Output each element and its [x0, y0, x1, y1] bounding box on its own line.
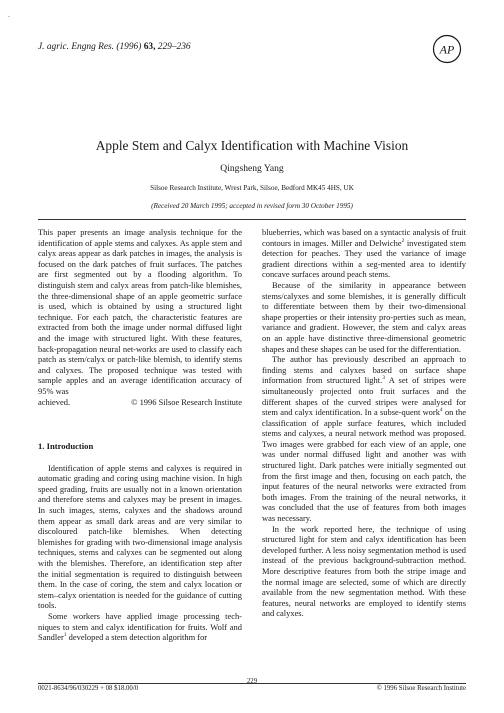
author-name: Qingsheng Yang: [220, 163, 284, 174]
right-paragraph-1: [262, 227, 466, 280]
corner-mark: -: [8, 14, 10, 20]
left-column: [38, 227, 242, 643]
page-number: 229: [246, 678, 258, 685]
right-paragraph-2: Because of the similarity in appearance between stems/calyxes and some blemishes, it is generally difficult to differentiate between them by their two-dimensional shape properties or their intensity pro-perties such as mean, variance and gradient. However, the stem and calyx areas on an apple have distinctive three-dimensional geometric shapes and these shapes can be used for the differentiation.: [262, 279, 466, 354]
citation-ref: 3: [382, 375, 385, 382]
right-paragraph-3-text-c: on the classification of apple surface features, which included stems and calyxes, a neural network method was proposed. Two images were grabbed for each view of an apple, one was under normal diffused light and another was with structured light. Dark patches were initially segmented out from the first image and then, focusing on each patch, the input features of the neural networks were extracted from both images. From the training of the neural networks, it was concluded that the use of features from both images was necessary.: [262, 407, 466, 524]
right-paragraph-1-text-b: investigated stem detection for peaches. They used the variance of image gradient directions within a seg-mented area to identify concave surfaces around peach stems.: [262, 237, 466, 280]
footer-rule: [38, 683, 466, 684]
journal-year: (1996): [116, 42, 142, 52]
received-dates: (Received 20 March 1995; accepted in revised form 30 October 1995): [151, 202, 353, 210]
intro-paragraph-2-text-b: developed a stem detection algorithm for: [66, 632, 208, 643]
header-rule: [38, 219, 466, 220]
journal-name: J. agric. Engng Res.: [38, 42, 115, 52]
abstract-last-word: achieved.: [38, 396, 71, 407]
citation-ref: 2: [401, 237, 405, 244]
footer-copyright: © 1996 Silsoe Research Institute: [376, 685, 466, 692]
right-paragraph-3-text-b: A set of stripes were simultaneously projected onto fruit surfaces and the different shapes of the curved stripes were analysed for stem and calyx identification. In a subse-quent work: [262, 375, 467, 418]
abstract-closing-line: [38, 397, 242, 408]
abstract-text: This paper presents an image analysis technique for the identification of apple stems and calyxes. As apple stem and calyx areas appear as dark patches in images, the analysis is focused on the dark patches of fruit surfaces. The patches are first segmented out by a flooding algorithm. To distinguish stem and calyx areas from patch-like blemishes, the three-dimensional shape of an apple geometric surface is used, which is obtained by using a structured light technique. For each patch, the characteristic features are extracted from both the image under normal diffused light and the image with structured light. With these features, back-propagation neural net-works are used to classify each patch as stem/calyx or patch-like blemish, to identify stems and calyxes. The proposed technique was tested with sample apples and an average identification accuracy of 95% was: [38, 227, 242, 396]
right-paragraph-4: In the work reported here, the technique of using structured light for stem and calyx identification has been developed further. A less noisy segmentation method is used instead of the previous background-subtraction method. More descriptive features from both the stripe image and the normal image are selected, some of which are directly available from the new segmentation method. With these features, neural networks are employed to identify stems and calyxes.: [262, 523, 466, 619]
right-paragraph-3: [262, 354, 466, 524]
intro-paragraph-2: [38, 611, 242, 643]
logo-text: AP: [439, 42, 455, 57]
abstract-copyright: © 1996 Silsoe Research Institute: [131, 396, 242, 407]
footer-issn: 0021-8634/96/030229 + 08 $18.00/0: [38, 685, 139, 692]
right-paragraph-3-text-a: The author has previously described an approach to finding stems and calyxes based on surface shape information from structured light.: [262, 354, 466, 386]
intro-paragraph-1: Identification of apple stems and calyxes is required in automatic grading and coring using machine vision. In high speed grading, fruits are usually not in a known orientation and therefore stems and calyxes may be present in images. In such images, stems, calyxes and the shadows around them appear as small dark areas and are very similar to discoloured patch-like blemishes. When detecting blemishes for grading with two-dimensional image analysis techniques, stems and calyxes can be segmented out along with the blemishes. Therefore, an identification step after the initial segmentation is required to distinguish between them. In the case of coring, the stem and calyx location or stem–calyx orientation is needed for the guidance of cutting tools.: [38, 462, 242, 611]
intro-paragraph-2-text-a: Some workers have applied image processing tech-niques to stem and calyx identification for fruits. Wolf and Sandler: [38, 611, 242, 643]
right-column: [262, 227, 466, 619]
publisher-logo-icon: [432, 34, 462, 64]
right-paragraph-1-text-a: blueberries, which was based on a syntactic analysis of fruit contours in images. Miller and Delwiche: [262, 227, 466, 248]
author-affiliation: Silsoe Research Institute, Wrest Park, Silsoe, Bedford MK45 4HS, UK: [150, 184, 354, 192]
section-heading-introduction: 1. Introduction: [38, 441, 94, 452]
citation-ref: 4: [439, 407, 443, 414]
journal-volume: 63,: [143, 42, 156, 52]
journal-pages: 229–236: [157, 42, 191, 52]
journal-citation: [38, 42, 191, 52]
citation-ref: 1: [63, 632, 67, 639]
paper-title: Apple Stem and Calyx Identification with Machine Vision: [95, 138, 409, 153]
